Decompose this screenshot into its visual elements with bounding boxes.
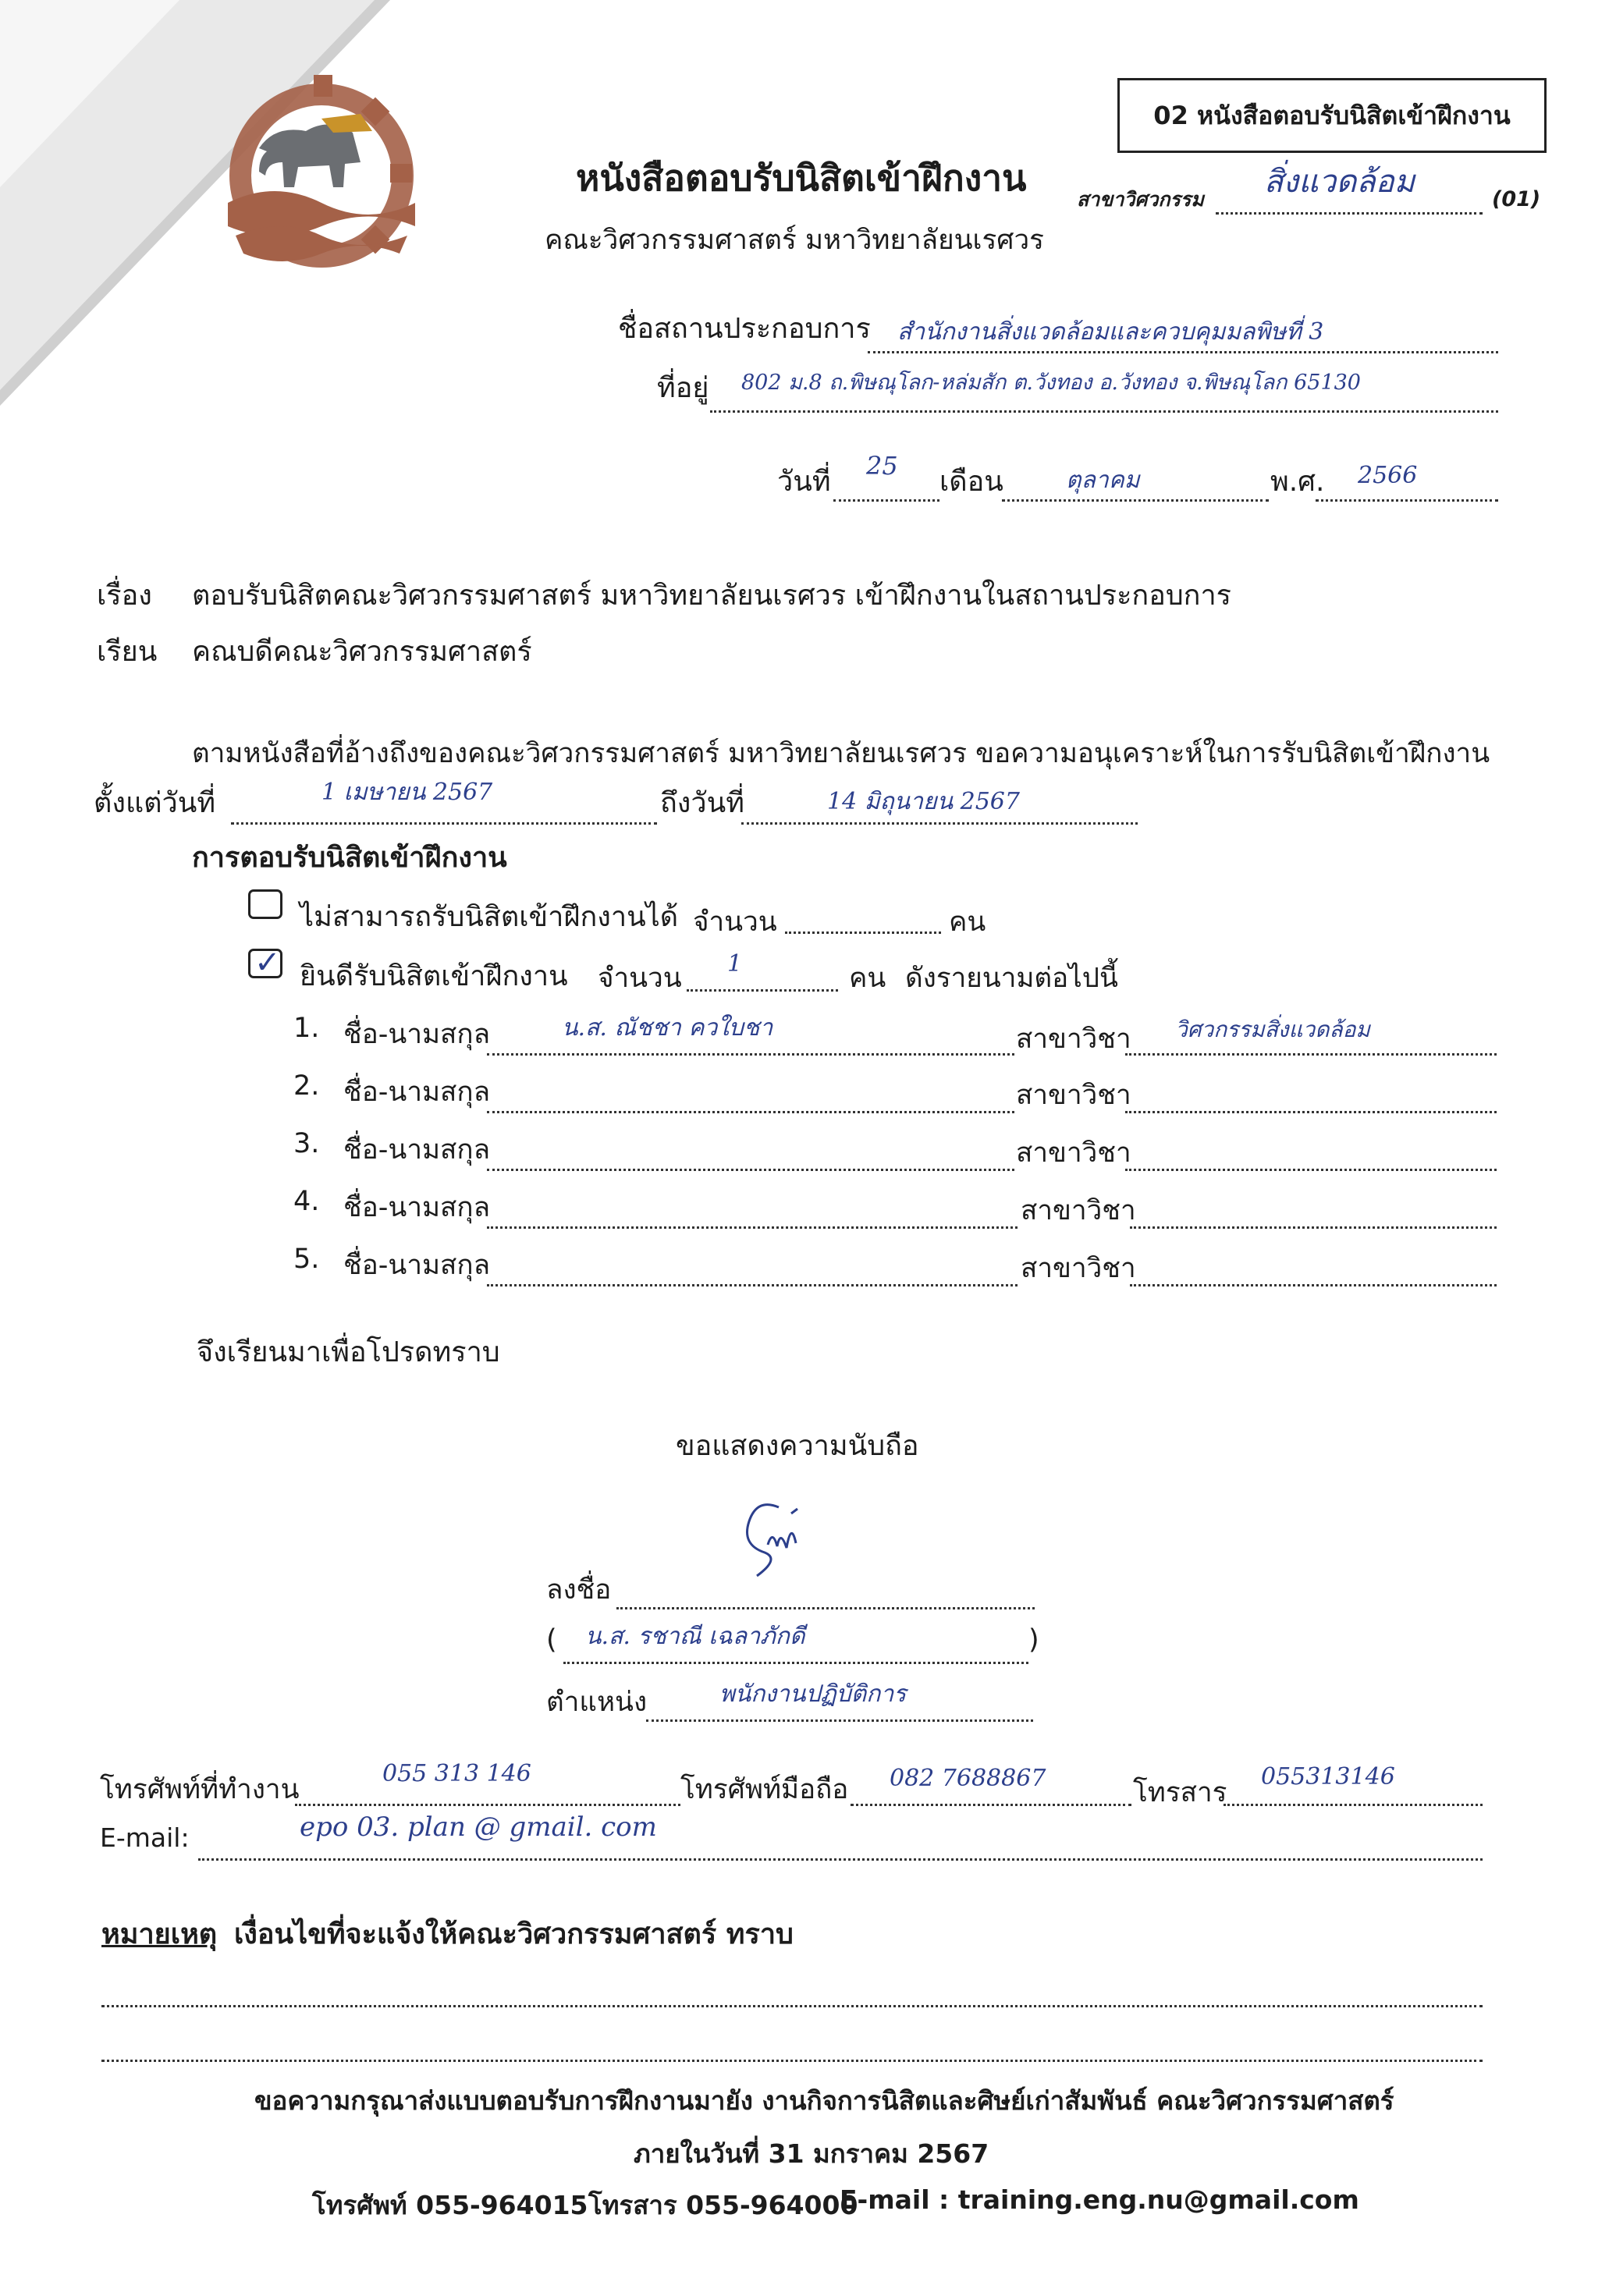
date-month-value: ตุลาคม [1066,467,1140,494]
document-title: หนังสือตอบรับนิสิตเข้าฝึกงาน [576,157,1027,199]
remark-text: เงื่อนไขที่จะแจ้งให้คณะวิศวกรรมศาสตร์ ทราบ [234,1918,794,1950]
student-major-line [1130,1261,1497,1286]
date-month-label: เดือน [939,466,1003,498]
footer-line-1: ขอความกรุณาส่งแบบตอบรับการฝึกงานมายัง งานกิจการนิสิตและศิษย์เก่าสัมพันธ์ คณะวิศวกรรมศาสตร์ [254,2085,1394,2116]
accept-count-unit: คน [849,963,886,994]
accept-option-label: ยินดีรับนิสิตเข้าฝึกงาน [300,960,568,992]
subject-text: ตอบรับนิสิตคณะวิศวกรรมศาสตร์ มหาวิทยาลัยนเรศวร เข้าฝึกงานในสถานประกอบการ [192,580,1232,612]
student-name-line [487,1203,1018,1229]
date-day-label: วันที่ [777,466,831,498]
student-major-label: สาขาวิชา [1016,1080,1131,1111]
position-value: พนักงานปฏิบัติการ [719,1680,907,1708]
student-name-label: ชื่อ-นามสกุล [343,1019,491,1050]
sign-line [616,1584,1035,1609]
mobile-value: 082 7688867 [890,1765,1046,1792]
student-name-line [487,1261,1018,1286]
student-major-label: สาขาวิชา [1016,1024,1131,1055]
form-code-text: 02 หนังสือตอบรับนิสิตเข้าฝึกงาน [1153,100,1511,130]
footer-phone: โทรศัพท์ 055-964015 [312,2190,588,2220]
reject-count-label: จำนวน [693,907,777,938]
from-date-value: 1 เมษายน 2567 [321,779,493,806]
position-label: ตำแหน่ง [546,1687,648,1718]
accept-count-line [687,971,838,992]
signer-name-value: น.ส. รชาณี เฉลาภักดี [585,1623,805,1650]
company-name-label: ชื่อสถานประกอบการ [618,313,871,345]
acceptance-heading: การตอบรับนิสิตเข้าฝึกงาน [192,842,507,874]
subject-label: เรื่อง [97,580,152,612]
fax-label: โทรสาร [1133,1777,1227,1808]
branch-code: (01) [1492,187,1541,211]
student-row-number: 5. [293,1244,320,1275]
document-subtitle: คณะวิศวกรรมศาสตร์ มหาวิทยาลัยนเรศวร [545,225,1044,256]
fax-value: 055313146 [1261,1763,1395,1790]
student-major-line [1125,1088,1497,1113]
mobile-label: โทรศัพท์มือถือ [680,1774,849,1805]
signer-close-paren: ) [1028,1624,1039,1655]
office-phone-label: โทรศัพท์ที่ทำงาน [100,1774,300,1805]
sign-label: ลงชื่อ [546,1574,612,1606]
recipient-label: เรียน [97,636,158,668]
signer-open-paren: ( [546,1624,557,1655]
branch-label: สาขาวิศวกรรม [1077,188,1204,211]
accept-count-value: 1 [727,950,743,978]
student-name-label: ชื่อ-นามสกุล [343,1250,491,1281]
closing-regards: ขอแสดงความนับถือ [676,1430,919,1462]
to-date-value: 14 มิถุนายน 2567 [827,788,1020,815]
remark-line [101,1982,1483,2007]
student-name-line [487,1088,1014,1113]
student-name-line [487,1145,1014,1171]
accept-suffix: ดังรายนามต่อไปนี้ [905,963,1118,994]
company-name-value: สำนักงานสิ่งแวดล้อมและควบคุมมลพิษที่ 3 [897,318,1324,346]
student-major-label: สาขาวิชา [1021,1195,1136,1226]
footer-email: E-mail : training.eng.nu@gmail.com [840,2184,1359,2215]
reject-count-unit: คน [949,907,986,938]
student-name-value: น.ส. ณัชชา ควใบชา [562,1014,773,1042]
faculty-logo [204,70,439,281]
branch-value: สิ่งแวดล้อม [1264,164,1415,200]
address-label: ที่อยู่ [657,372,709,404]
accept-checkbox[interactable] [248,945,282,981]
email-label: E-mail: [100,1822,190,1853]
footer-line-2: ภายในวันที่ 31 มกราคม 2567 [634,2138,989,2169]
recipient-text: คณบดีคณะวิศวกรรมศาสตร์ [192,636,532,668]
form-code-box [1117,78,1547,153]
date-year-value: 2566 [1358,462,1418,489]
reject-option-label: ไม่สามารถรับนิสิตเข้าฝึกงานได้ [300,901,679,933]
remark-label: หมายเหตุ [101,1918,218,1950]
student-major-line [1130,1203,1497,1229]
student-name-label: ชื่อ-นามสกุล [343,1134,491,1166]
reject-checkbox[interactable] [248,889,282,919]
reject-count-line [785,913,941,934]
closing-inform: จึงเรียนมาเพื่อโปรดทราบ [197,1336,500,1368]
to-date-label: ถึงวันที่ [660,787,744,819]
accept-checkmark: ✓ [254,945,281,981]
remark-line [101,2036,1483,2062]
date-year-label: พ.ศ. [1270,466,1325,498]
student-name-label: ชื่อ-นามสกุล [343,1077,491,1108]
email-value: epo 03. plan @ gmail. com [300,1812,657,1843]
date-day-value: 25 [866,451,898,481]
address-value: 802 ม.8 ถ.พิษณุโลก-หล่มสัก ต.วังทอง อ.วังทอง จ.พิษณุโลก 65130 [741,371,1361,395]
signature-mark [733,1498,812,1584]
student-major-label: สาขาวิชา [1016,1137,1131,1169]
office-phone-value: 055 313 146 [382,1760,531,1787]
student-major-label: สาขาวิชา [1021,1253,1136,1284]
student-name-label: ชื่อ-นามสกุล [343,1192,491,1223]
student-major-line [1125,1145,1497,1171]
body-paragraph: ตามหนังสือที่อ้างถึงของคณะวิศวกรรมศาสตร์ มหาวิทยาลัยนเรศวร ขอความอนุเคราะห์ในการรับนิสิตเข้าฝึกงาน [192,738,1490,769]
student-major-value: วิศวกรรมสิ่งแวดล้อม [1175,1017,1370,1042]
student-row-number: 3. [293,1128,320,1159]
student-row-number: 1. [293,1013,320,1044]
student-row-number: 2. [293,1070,320,1102]
from-date-label: ตั้งแต่วันที่ [94,787,216,819]
footer-fax: โทรสาร 055-964000 [588,2190,858,2220]
student-row-number: 4. [293,1186,320,1217]
accept-count-label: จำนวน [598,963,682,994]
